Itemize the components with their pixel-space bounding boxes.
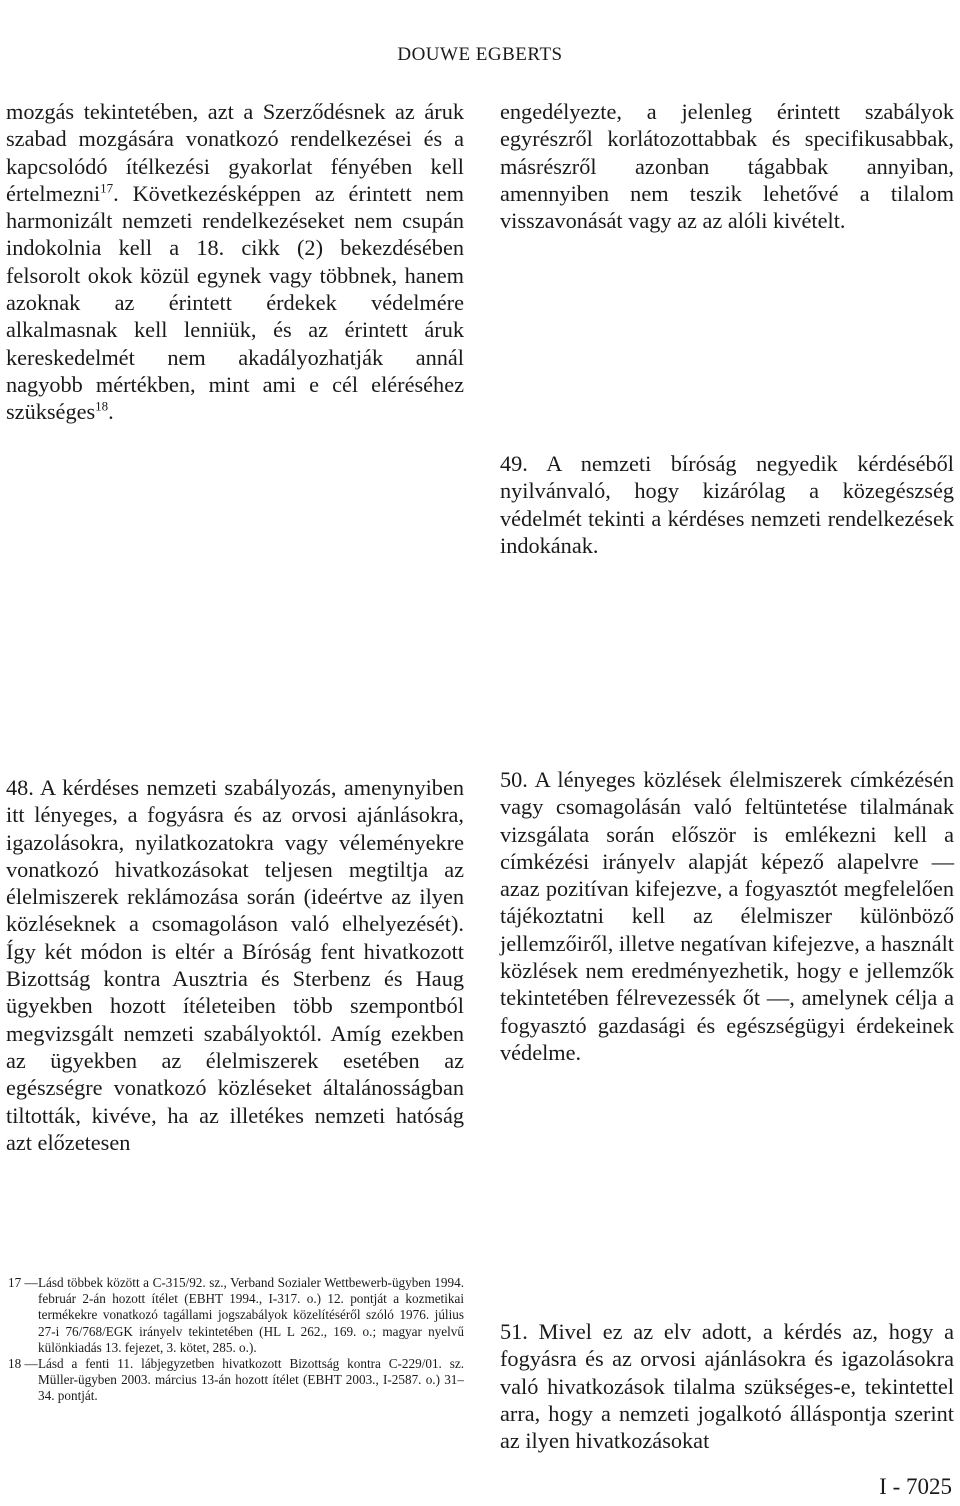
footnotes xyxy=(8,1275,464,1405)
paragraph-51 xyxy=(500,1318,954,1454)
footnote-17 xyxy=(8,1275,464,1356)
running-header: DOUWE EGBERTS xyxy=(397,44,563,65)
footnote-text: Lásd többek között a C-315/92. sz., Verband Sozialer Wettbewerb-ügyben 1994. február 2-án hozott ítélet (EBHT 1994., I-317. o.) 12. pontját a kozmetikai termékekre vonatkozó tagállami jogszabályok közelítéséről szóló 1976. július 27-i 76/768/EGK irányelv tekintetében (HL L 262., 169. o.; magyar nyelvű különkiadás 13. fejezet, 3. kötet, 285. o.). xyxy=(38,1275,464,1355)
footnote-18 xyxy=(8,1356,464,1405)
left-top-text-3: . xyxy=(108,399,114,425)
left-top-paragraph xyxy=(6,98,464,426)
footnote-number: 17 — xyxy=(8,1275,38,1290)
right-top-text: engedélyezte, a jelenleg érintett szabályok egyrészről korlátozottabbak és specifikusabbak, másrészről azonban tágabbak annyiban, amennyiben nem teszik lehetővé a tilalom visszavonását vagy az az alóli kivételt. xyxy=(500,99,954,234)
paragraph-50-text: 50. A lényeges közlések élelmiszerek címkézésén vagy csomagolásán való feltüntetése tilalmának vizsgálata során először is emlékezni kell a címkézési irányelv alapját képező alapelvre — azaz pozitívan kifejezve, a fogyasztót megfelelően tájékoztatni kell az élelmiszer különböző jellemzőiről, illetve negatívan kifejezve, a használt közlések nem eredményezhetik, hogy e jellemzők tekintetében félrevezessék őt —, amelynek célja a fogyasztó gazdasági és egészségügyi érdekeinek védelme. xyxy=(500,767,954,1065)
page-number: I - 7025 xyxy=(879,1474,952,1499)
footnote-number: 18 — xyxy=(8,1356,38,1372)
right-top-paragraph xyxy=(500,98,954,234)
footnote-text: Lásd a fenti 11. lábjegyzetben hivatkozott Bizottság kontra C-229/01. sz. Müller-ügyben 2003. március 13-án hozott ítélet (EBHT 2003., I-2587. o.) 31–34. pontját. xyxy=(38,1356,464,1404)
paragraph-51-text: 51. Mivel ez az elv adott, a kérdés az, hogy a fogyásra és az orvosi ajánlásokra és igazolásokra való hivatkozások tilalma szükséges-e, tekintettel arra, hogy a nemzeti jogalkotó álláspontja szerint az ilyen hivatkozásokat xyxy=(500,1319,954,1454)
paragraph-49 xyxy=(500,450,954,559)
left-top-text-2: . Következésképpen az érintett nem harmonizált nemzeti rendelkezéseket nem csupán indokolnia kell a 18. cikk (2) bekezdésében felsorolt okok közül egynek vagy többnek, hanem azoknak az érintett érdekek védelmére alkalmasnak kell lenniük, és az érintett áruk kereskedelmét nem akadályozhatják annál nagyobb mértékben, mint ami e cél eléréséhez szükséges xyxy=(6,180,464,425)
paragraph-50 xyxy=(500,766,954,1066)
footnote-ref-18[interactable]: 18 xyxy=(95,398,109,414)
paragraph-48 xyxy=(6,774,464,1156)
left-top-text-1: mozgás tekintetében, azt a Szerződésnek az áruk szabad mozgására vonatkozó rendelkezései és a kapcsolódó ítélkezési gyakorlat fényében kell értelmezni xyxy=(6,99,464,206)
footnote-ref-17[interactable]: 17 xyxy=(100,180,114,196)
paragraph-48-text: 48. A kérdéses nemzeti szabályozás, amenynyiben itt lényeges, a fogyásra és az orvosi ajánlásokra, igazolásokra, nyilatkozatokra vagy véleményekre vonatkozó hivatkozásokat teljesen megtiltja az élelmiszerek reklámozása során (ideértve az ilyen közléseknek a csomagoláson való elhelyezését). Így két módon is eltér a Bíróság fent hivatkozott Bizottság kontra Ausztria és Sterbenz és Haug ügyekben hozott ítéleteiben több szempontból megvizsgált nemzeti szabályoktól. Amíg ezekben az ügyekben az élelmiszerek esetében az egészségre vonatkozó közléseket általánosságban tiltották, kivéve, ha az illetékes nemzeti hatóság azt előzetesen xyxy=(6,775,464,1155)
paragraph-49-text: 49. A nemzeti bíróság negyedik kérdéséből nyilvánvaló, hogy kizárólag a közegészség védelmét tekinti a kérdéses nemzeti rendelkezések indokának. xyxy=(500,451,954,558)
